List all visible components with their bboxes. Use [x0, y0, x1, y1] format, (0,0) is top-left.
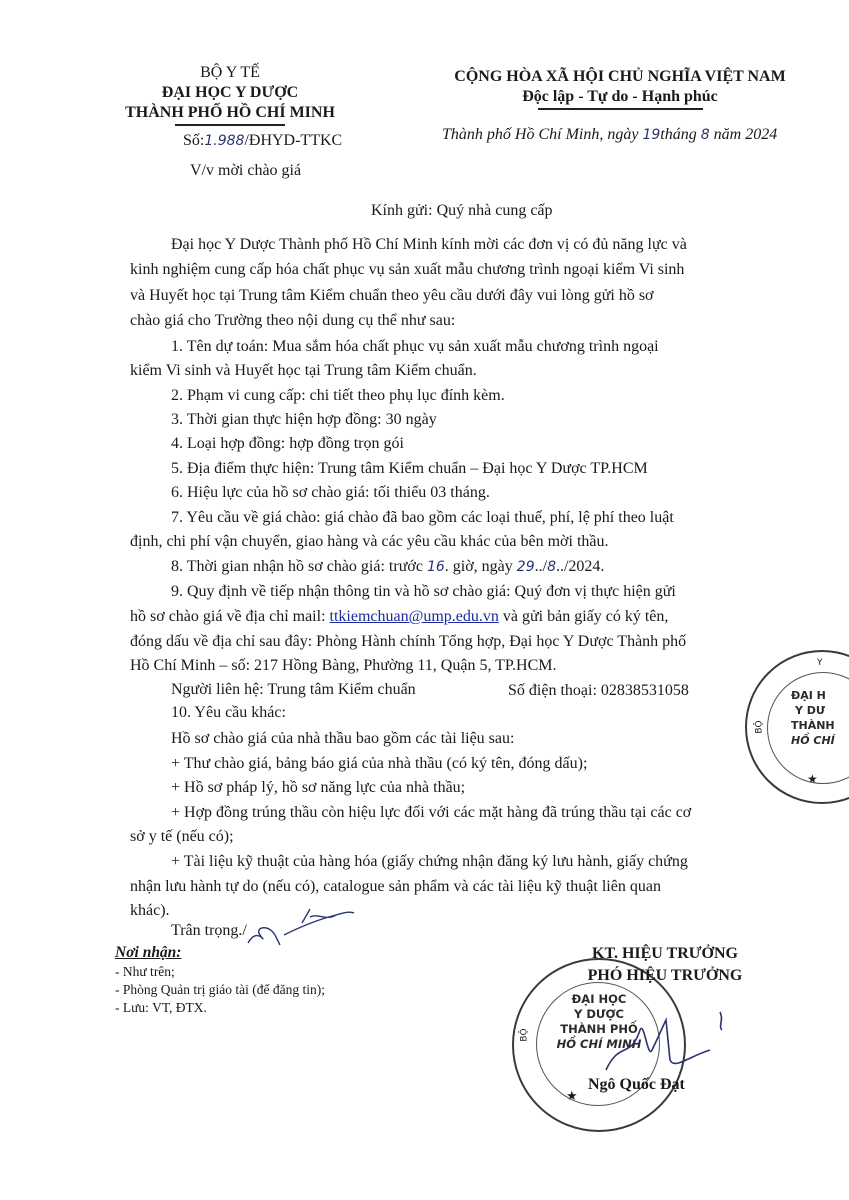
edge-seal-text-2: Y DƯ — [795, 704, 826, 717]
seal-text-4: HỒ CHÍ MINH — [556, 1037, 642, 1051]
recipients-title: Nơi nhận: — [115, 944, 182, 961]
item-9-line-3: đóng dấu về địa chỉ sau đây: Phòng Hành chính Tổng hợp, Đại học Y Dược Thành phố — [130, 633, 687, 650]
closing: Trân trọng./ — [171, 922, 247, 939]
motto: Độc lập - Tự do - Hạnh phúc — [522, 88, 718, 105]
date-year-label: năm 2024 — [713, 126, 778, 143]
subject-line: V/v mời chào giá — [190, 162, 302, 179]
intro-line-4: chào giá cho Trường theo nội dung cụ thể như sau: — [130, 312, 456, 329]
doc-number-suffix: /ĐHYD-TTKC — [244, 132, 343, 149]
item-10-intro: Hồ sơ chào giá của nhà thầu bao gồm các tài liệu sau: — [171, 730, 515, 747]
signature-title-1: KT. HIỆU TRƯỞNG — [592, 945, 738, 962]
date-line — [442, 125, 777, 145]
motto-underline — [538, 108, 703, 110]
item-8-hour-handwritten: 16 — [426, 559, 445, 575]
item-10-a: + Thư chào giá, bảng báo giá của nhà thầu (có ký tên, đóng dấu); — [171, 755, 588, 772]
signatory-name: Ngô Quốc Đạt — [588, 1076, 685, 1093]
item-9-line-2 — [130, 607, 668, 627]
intro-line-2: kinh nghiệm cung cấp hóa chất phục vụ sản xuất mẫu chương trình ngoại kiểm Vi sinh — [130, 261, 685, 278]
seal-text-3: THÀNH PHỐ — [560, 1022, 638, 1036]
seal-star: ★ — [566, 1088, 578, 1103]
item-5: 5. Địa điểm thực hiện: Trung tâm Kiểm chuẩn – Đại học Y Dược TP.HCM — [171, 460, 648, 477]
ministry-name: BỘ Y TẾ — [200, 64, 260, 81]
edge-seal-top: Y — [817, 658, 823, 668]
signature-block — [540, 943, 790, 987]
recipient-3: - Lưu: VT, ĐTX. — [115, 1000, 207, 1015]
item-1-line-2: kiểm Vi sinh và Huyết học tại Trung tâm Kiểm chuẩn. — [130, 362, 477, 379]
edge-seal-side: BỘ — [754, 720, 765, 734]
item-9-line-2-suffix: và gửi bản giấy có ký tên, — [502, 608, 669, 625]
signature-title-2: PHÓ HIỆU TRƯỞNG — [587, 967, 743, 984]
item-4: 4. Loại hợp đồng: hợp đồng trọn gói — [171, 435, 404, 452]
item-8-prefix: 8. Thời gian nhận hồ sơ chào giá: trước — [171, 558, 423, 575]
doc-number — [183, 131, 342, 151]
item-10-c-line-2: sở y tế (nếu có); — [130, 828, 234, 845]
recipient-2: - Phòng Quản trị giáo tài (để đăng tin); — [115, 982, 325, 997]
intro-line-3: và Huyết học tại Trung tâm Kiểm chuẩn theo yêu cầu dưới đây vui lòng gửi hồ sơ — [130, 287, 654, 304]
intro-line-1: Đại học Y Dược Thành phố Hồ Chí Minh kính mời các đơn vị có đủ năng lực và — [171, 236, 687, 253]
item-9-line-1: 9. Quy định về tiếp nhận thông tin và hồ sơ chào giá: Quý đơn vị thực hiện gửi — [171, 583, 676, 600]
item-10-d-line-2: nhận lưu hành tự do (nếu có), catalogue sản phẩm và các tài liệu kỹ thuật liên quan — [130, 878, 661, 895]
header-right — [400, 63, 840, 110]
item-9-line-4: Hồ Chí Minh – số: 217 Hồng Bàng, Phường 11, Quận 5, TP.HCM. — [130, 657, 557, 674]
item-1-line-1: 1. Tên dự toán: Mua sắm hóa chất phục vụ sản xuất mẫu chương trình ngoại — [171, 338, 659, 355]
item-8: 8. Thời gian nhận hồ sơ chào giá: trước 16. giờ, ngày 29../8../2024. — [171, 558, 605, 575]
recipient-1: - Như trên; — [115, 964, 175, 979]
item-8-year: /2024. — [563, 558, 605, 575]
contact-phone: Số điện thoại: 02838531058 — [508, 682, 689, 699]
republic-title: CỘNG HÒA XÃ HỘI CHỦ NGHĨA VIỆT NAM — [454, 68, 786, 85]
item-10-b: + Hồ sơ pháp lý, hồ sơ năng lực của nhà thầu; — [171, 779, 466, 796]
doc-number-handwritten: 1.988 — [204, 133, 245, 149]
seal-text-1: ĐẠI HỌC — [571, 992, 627, 1006]
edge-seal-text-3: THÀNH — [791, 719, 835, 732]
item-2: 2. Phạm vi cung cấp: chi tiết theo phụ lục đính kèm. — [171, 387, 505, 404]
item-8-month-handwritten: 8 — [547, 559, 556, 575]
edge-seal-star: ★ — [807, 772, 818, 786]
item-8-mid: giờ, ngày — [452, 558, 513, 575]
edge-seal-text-4: HỒ CHÍ — [791, 734, 835, 747]
salutation: Kính gửi: Quý nhà cung cấp — [371, 202, 553, 219]
contact-email-link[interactable]: ttkiemchuan@ump.edu.vn — [329, 608, 499, 625]
item-9-line-2-prefix: hồ sơ chào giá về địa chỉ mail: — [130, 608, 326, 625]
item-10-d-line-1: + Tài liệu kỹ thuật của hàng hóa (giấy chứng nhận đăng ký lưu hành, giấy chứng — [171, 853, 688, 870]
edge-seal-text-1: ĐẠI H — [791, 689, 826, 702]
item-10-c-line-1: + Hợp đồng trúng thầu còn hiệu lực đối với các mặt hàng đã trúng thầu tại các cơ — [171, 804, 692, 821]
date-prefix: Thành phố Hồ Chí Minh, ngày — [442, 126, 639, 143]
contact-person: Người liên hệ: Trung tâm Kiểm chuẩn — [171, 681, 416, 698]
item-7-line-1: 7. Yêu cầu về giá chào: giá chào đã bao gồm các loại thuế, phí, lệ phí theo luật — [171, 509, 674, 526]
seal-side-text: BỘ — [519, 1028, 530, 1042]
date-day-handwritten: 19 — [642, 127, 661, 143]
university-name-line2: THÀNH PHỐ HỒ CHÍ MINH — [125, 104, 335, 121]
seal-text-2: Y DƯỢC — [574, 1007, 624, 1021]
date-month-handwritten: 8 — [700, 127, 710, 143]
university-name-line1: ĐẠI HỌC Y DƯỢC — [161, 84, 299, 101]
header-left-underline — [175, 124, 285, 126]
item-10: 10. Yêu cầu khác: — [171, 704, 286, 721]
item-7-line-2: định, chi phí vận chuyển, giao hàng và các yêu cầu khác của bên mời thầu. — [130, 533, 609, 550]
item-8-day-handwritten: 29 — [516, 559, 535, 575]
edge-seal — [745, 650, 849, 804]
header-left — [120, 63, 340, 126]
item-10-d-line-3: khác). — [130, 902, 170, 919]
edge-seal-inner-ring — [767, 672, 849, 784]
date-month-label: tháng — [660, 126, 697, 143]
doc-number-label: Số: — [183, 132, 205, 149]
recipients-block — [115, 943, 325, 1017]
item-3: 3. Thời gian thực hiện hợp đồng: 30 ngày — [171, 411, 437, 428]
item-6: 6. Hiệu lực của hồ sơ chào giá: tối thiểu 03 tháng. — [171, 484, 490, 501]
